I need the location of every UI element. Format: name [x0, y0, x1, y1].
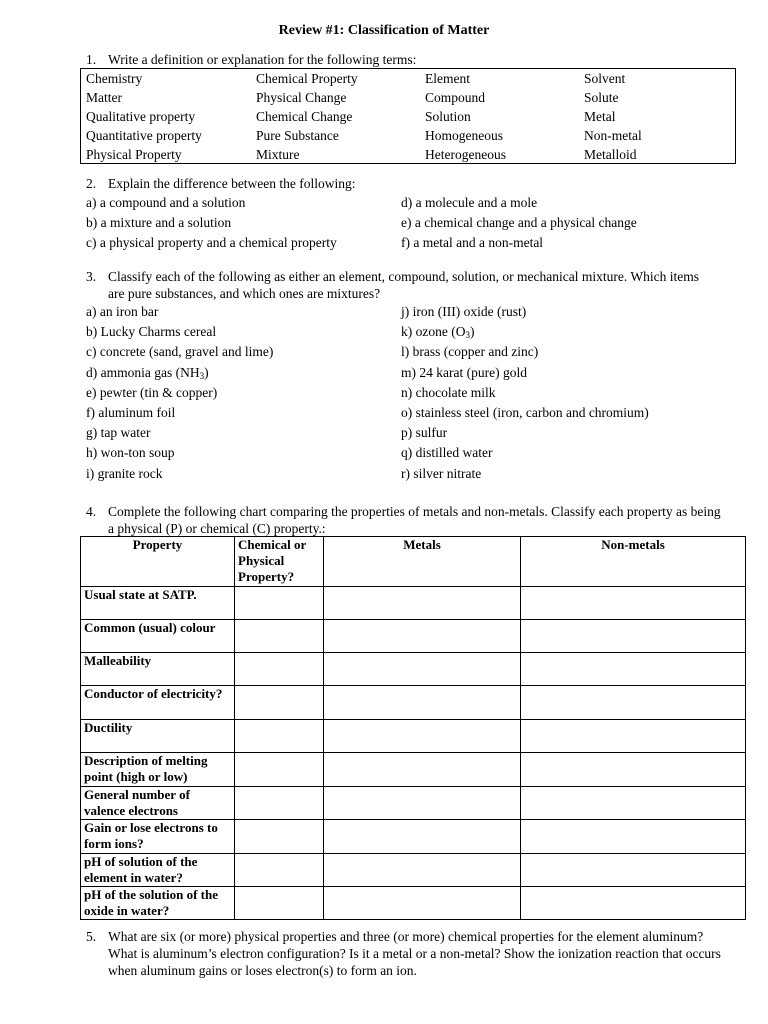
question-text: Write a definition or explanation for the following terms: — [108, 52, 417, 67]
table-row — [81, 686, 746, 720]
q3-left-list — [86, 302, 273, 484]
terms-column — [425, 69, 506, 164]
term: Non-metal — [584, 128, 642, 143]
question-4 — [86, 504, 726, 538]
term: Solvent — [584, 71, 626, 86]
term: Chemical Change — [256, 109, 353, 124]
answer-cell[interactable] — [521, 653, 746, 686]
term: Element — [425, 71, 470, 86]
term: Homogeneous — [425, 128, 503, 143]
answer-cell[interactable] — [235, 820, 324, 854]
row-label: General number of valence electrons — [81, 787, 235, 820]
q2-left-list — [86, 193, 337, 254]
list-item: c) concrete (sand, gravel and lime) — [86, 344, 274, 360]
answer-cell[interactable] — [521, 854, 746, 887]
term: Metalloid — [584, 147, 637, 162]
list-item: p) sulfur — [401, 425, 448, 441]
question-5 — [86, 929, 726, 980]
answer-cell[interactable] — [235, 620, 324, 653]
term: Matter — [86, 90, 122, 105]
table-row — [81, 620, 746, 653]
table-row — [81, 887, 746, 920]
answer-cell[interactable] — [324, 787, 521, 820]
row-label: Malleability — [81, 653, 235, 686]
term: Chemistry — [86, 71, 143, 86]
answer-cell[interactable] — [324, 753, 521, 787]
term: Solute — [584, 90, 619, 105]
list-item: a) a compound and a solution — [86, 195, 246, 210]
list-item: c) a physical property and a chemical property — [86, 235, 337, 251]
answer-cell[interactable] — [235, 753, 324, 787]
term: Compound — [425, 90, 486, 105]
answer-cell[interactable] — [521, 820, 746, 854]
term: Heterogeneous — [425, 147, 506, 162]
list-item: o) stainless steel (iron, carbon and chromium) — [401, 404, 649, 420]
question-text: Classify each of the following as either an element, compound, solution, or mechanical mixture. Which items are pure substances, and which ones are mixtures? — [108, 269, 699, 301]
list-item: m) 24 karat (pure) gold — [401, 364, 527, 380]
term: Physical Property — [86, 147, 182, 162]
answer-cell[interactable] — [521, 787, 746, 820]
answer-cell[interactable] — [235, 887, 324, 920]
row-label: Gain or lose electrons to form ions? — [81, 820, 235, 854]
answer-cell[interactable] — [521, 587, 746, 620]
column-header: Metals — [324, 537, 521, 587]
list-item: e) a chemical change and a physical change — [401, 215, 637, 231]
q3-right-list — [401, 302, 649, 484]
list-item: g) tap water — [86, 425, 151, 441]
term: Chemical Property — [256, 71, 358, 86]
column-header: Non-metals — [521, 537, 746, 587]
answer-cell[interactable] — [521, 720, 746, 753]
table-header-row — [81, 537, 746, 587]
answer-cell[interactable] — [235, 720, 324, 753]
answer-cell[interactable] — [324, 587, 521, 620]
term: Pure Substance — [256, 128, 339, 143]
term: Mixture — [256, 147, 300, 162]
column-header: Property — [81, 537, 235, 587]
question-3 — [86, 269, 716, 303]
table-row — [81, 854, 746, 887]
answer-cell[interactable] — [324, 720, 521, 753]
column-header: Chemical or Physical Property? — [235, 537, 324, 587]
question-2 — [86, 176, 716, 193]
answer-cell[interactable] — [235, 787, 324, 820]
row-label: pH of solution of the element in water? — [81, 854, 235, 887]
list-item: e) pewter (tin & copper) — [86, 384, 218, 400]
list-item: b) Lucky Charms cereal — [86, 324, 217, 340]
row-label: Description of melting point (high or low) — [81, 753, 235, 787]
answer-cell[interactable] — [235, 653, 324, 686]
answer-cell[interactable] — [324, 854, 521, 887]
question-number: 5. — [86, 929, 97, 944]
list-item: d) a molecule and a mole — [401, 195, 538, 210]
terms-column — [584, 69, 642, 164]
terms-column — [86, 69, 202, 164]
terms-table — [80, 68, 736, 164]
answer-cell[interactable] — [324, 887, 521, 920]
term: Physical Change — [256, 90, 347, 105]
question-number: 4. — [86, 504, 97, 519]
term: Metal — [584, 109, 616, 124]
term: Solution — [425, 109, 471, 124]
row-label: Ductility — [81, 720, 235, 753]
table-row — [81, 720, 746, 753]
table-row — [81, 753, 746, 787]
list-item: b) a mixture and a solution — [86, 215, 232, 231]
row-label: pH of the solution of the oxide in water? — [81, 887, 235, 920]
question-number: 2. — [86, 176, 97, 191]
table-row — [81, 787, 746, 820]
answer-cell[interactable] — [235, 854, 324, 887]
answer-cell[interactable] — [521, 887, 746, 920]
page-title: Review #1: Classification of Matter — [278, 23, 490, 38]
list-item: j) iron (III) oxide (rust) — [401, 304, 527, 319]
answer-cell[interactable] — [324, 620, 521, 653]
row-label: Usual state at SATP. — [81, 587, 235, 620]
question-text: Complete the following chart comparing the properties of metals and non-metals. Classify each property as being a physical (P) or chemical (C) property.: — [108, 504, 721, 536]
term: Qualitative property — [86, 109, 196, 124]
list-item: i) granite rock — [86, 465, 163, 481]
table-row — [81, 820, 746, 854]
table-row — [81, 587, 746, 620]
terms-column — [256, 69, 358, 164]
row-label: Conductor of electricity? — [81, 686, 235, 720]
properties-table — [80, 536, 746, 920]
question-1 — [86, 52, 716, 69]
list-item: d) ammonia gas $(NH_3)$ — [86, 364, 209, 381]
answer-cell[interactable] — [324, 653, 521, 686]
list-item: f) a metal and a non-metal — [401, 235, 544, 251]
answer-cell[interactable] — [324, 820, 521, 854]
question-text: Explain the difference between the following: — [108, 176, 356, 191]
answer-cell[interactable] — [521, 753, 746, 787]
question-text: What are six (or more) physical properties and three (or more) chemical properties for the element aluminum? What is aluminum’s electron configuration? Is it a metal or a non-metal? Show the ionization reaction that occurs when aluminum gains or loses electron(s) to form an ion. — [108, 929, 721, 978]
list-item: q) distilled water — [401, 445, 493, 461]
list-item: n) chocolate milk — [401, 384, 496, 400]
table-row — [81, 653, 746, 686]
list-item: h) won-ton soup — [86, 445, 175, 461]
answer-cell[interactable] — [235, 587, 324, 620]
list-item: a) an iron bar — [86, 304, 159, 319]
answer-cell[interactable] — [235, 686, 324, 720]
answer-cell[interactable] — [324, 686, 521, 720]
list-item: f) aluminum foil — [86, 404, 176, 420]
answer-cell[interactable] — [521, 620, 746, 653]
list-item: l) brass (copper and zinc) — [401, 344, 539, 360]
question-number: 3. — [86, 269, 97, 284]
answer-cell[interactable] — [521, 686, 746, 720]
term: Quantitative property — [86, 128, 202, 143]
row-label: Common (usual) colour — [81, 620, 235, 653]
list-item: k) ozone $(O_3)$ — [401, 324, 475, 341]
list-item: r) silver nitrate — [401, 465, 482, 481]
q2-right-list — [401, 193, 637, 254]
question-number: 1. — [86, 52, 97, 67]
